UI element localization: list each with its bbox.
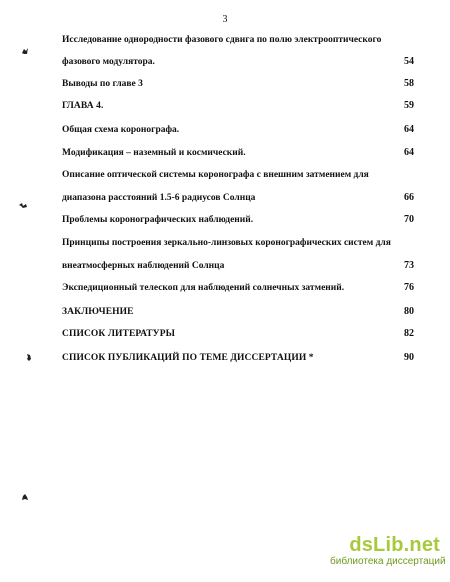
toc-entry-title: Принципы построения зеркально-линзовых коронографических систем для bbox=[62, 238, 391, 248]
toc-entry bbox=[62, 192, 414, 204]
toc-entry bbox=[62, 169, 414, 181]
toc-entry bbox=[62, 306, 414, 318]
toc-entry bbox=[62, 34, 414, 46]
toc-entry bbox=[62, 78, 414, 90]
toc-entry-title: ЗАКЛЮЧЕНИЕ bbox=[62, 307, 134, 317]
toc-entry-title: СПИСОК ЛИТЕРАТУРЫ bbox=[62, 329, 176, 339]
toc-entry-page: 58 bbox=[404, 78, 414, 89]
scan-mark-icon bbox=[20, 492, 30, 502]
toc-entry bbox=[62, 214, 414, 226]
toc-entry-page: 82 bbox=[404, 328, 414, 339]
scan-mark-icon bbox=[18, 200, 28, 210]
toc-entry-page: 80 bbox=[404, 306, 414, 317]
toc-entry-page: 73 bbox=[404, 260, 414, 271]
toc-entry-title: внеатмосферных наблюдений Солнца bbox=[62, 261, 225, 271]
toc-entry-page: 59 bbox=[404, 100, 414, 111]
toc-entry-page: 64 bbox=[404, 124, 414, 135]
toc-entry-title: Общая схема коронографа. bbox=[62, 125, 180, 135]
toc-entry bbox=[62, 237, 414, 249]
toc-entry-page: 90 bbox=[404, 352, 414, 363]
toc-entry-page: 66 bbox=[404, 192, 414, 203]
toc-entry-title: Экспедиционный телескоп для наблюдений солнечных затмений. bbox=[62, 283, 345, 293]
page-number: 3 bbox=[222, 14, 228, 25]
toc-entry-title: фазового модулятора. bbox=[62, 57, 155, 67]
scan-mark-icon bbox=[20, 46, 30, 56]
watermark-logo: dsLib.net bbox=[349, 534, 440, 556]
toc-entry-title: Описание оптической системы коронографа с внешним затмением для bbox=[62, 170, 369, 180]
toc-entry-title: Исследование однородности фазового сдвига по полю электрооптического bbox=[62, 35, 382, 45]
toc-entry-page: 64 bbox=[404, 147, 414, 158]
toc-entry bbox=[62, 328, 414, 340]
scan-mark-icon bbox=[24, 352, 34, 362]
toc-entry bbox=[62, 147, 414, 159]
toc-entry-page: 54 bbox=[404, 56, 414, 67]
toc-entry-page: 70 bbox=[404, 214, 414, 225]
toc-entry bbox=[62, 124, 414, 136]
toc-entry bbox=[62, 100, 414, 112]
toc-entry-title: СПИСОК ПУБЛИКАЦИЙ ПО ТЕМЕ ДИССЕРТАЦИИ * bbox=[62, 353, 314, 363]
toc-entry bbox=[62, 56, 414, 68]
toc-entry bbox=[62, 282, 414, 294]
toc-entry-title: ГЛАВА 4. bbox=[62, 101, 104, 111]
toc-entry-page: 76 bbox=[404, 282, 414, 293]
watermark bbox=[330, 534, 446, 574]
toc-entry-title: Проблемы коронографических наблюдений. bbox=[62, 215, 254, 225]
toc-entry bbox=[62, 260, 414, 272]
toc-entry bbox=[62, 352, 414, 364]
toc-entry-title: диапазона расстояний 1.5-6 радиусов Солнца bbox=[62, 193, 256, 203]
toc-entry-title: Модификация – наземный и космический. bbox=[62, 148, 246, 158]
toc-entry-title: Выводы по главе 3 bbox=[62, 79, 143, 89]
watermark-subtitle: библиотека диссертаций bbox=[330, 556, 446, 567]
